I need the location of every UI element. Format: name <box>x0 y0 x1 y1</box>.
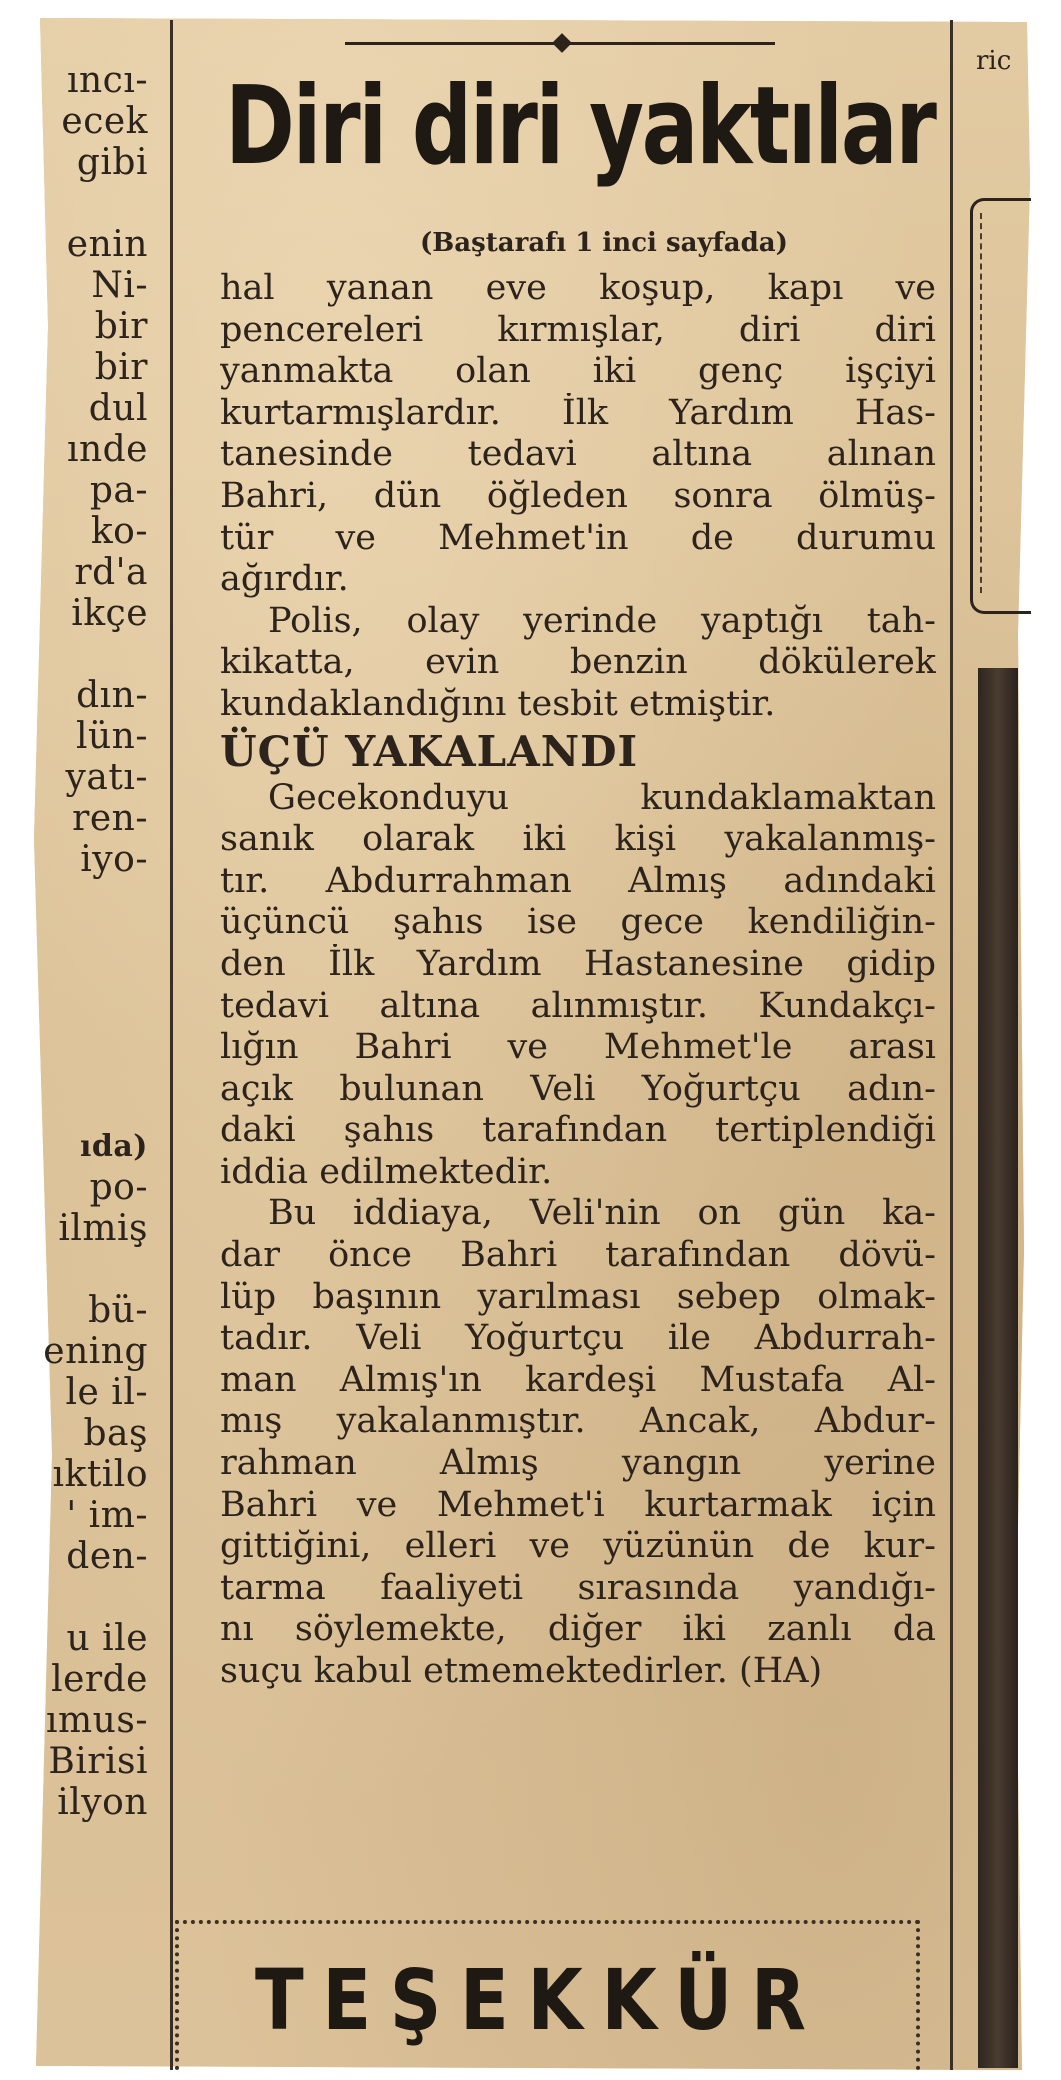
right-column-text: ric <box>976 46 1012 76</box>
left-column-line: bir <box>94 306 148 347</box>
right-column-black-bar <box>978 668 1018 2068</box>
article-line: tedavi altına alınmıştır. Kundakçı- <box>220 985 936 1026</box>
article-line: Gecekonduyu kundaklamaktan <box>268 777 936 818</box>
thanks-box-title: TEŞEKKÜR <box>255 1951 825 2049</box>
left-column-gap <box>30 1085 148 1126</box>
left-column-gap <box>30 634 148 675</box>
left-column-line: ıktilo <box>52 1454 148 1495</box>
left-column-gap <box>30 962 148 1003</box>
article-line: iddia edilmektedir. <box>220 1151 553 1192</box>
article-line: nı söylemekte, diğer iki zanlı da <box>220 1609 936 1650</box>
left-column-gap <box>30 1577 148 1618</box>
left-column-line: yatı- <box>65 757 148 798</box>
left-column-line: ren- <box>72 798 148 839</box>
left-column-line: ' im- <box>66 1495 148 1536</box>
article-line: üçüncü şahıs ise gece kendiliğin- <box>220 902 936 943</box>
left-column-line: ıncı- <box>66 60 148 101</box>
left-column-line: Birisi <box>48 1741 148 1782</box>
article-line: lüp başının yarılması sebep olmak- <box>220 1276 936 1317</box>
right-column-box-ornament <box>980 213 1030 593</box>
left-column-line: po- <box>89 1167 148 1208</box>
left-column-line: pa- <box>89 470 148 511</box>
left-column-rule <box>170 20 173 2070</box>
article-line: kundaklandığını tesbit etmiştir. <box>220 683 776 724</box>
article-line: Bahri, dün öğleden sonra ölmüş- <box>220 475 936 516</box>
left-column-gap <box>30 921 148 962</box>
right-column-fragments <box>960 18 1030 2070</box>
section-title: ÜÇÜ YAKALANDI <box>220 726 639 776</box>
article-line: rahman Almış yangın yerine <box>220 1443 936 1484</box>
left-column-gap <box>30 880 148 921</box>
left-column-line: Ni- <box>91 265 148 306</box>
left-column-line: ko- <box>90 511 148 552</box>
article-line: tarma faaliyeti sırasında yandığı- <box>220 1567 936 1608</box>
article-line: man Almış'ın kardeşi Mustafa Al- <box>220 1359 936 1400</box>
article-body <box>220 268 936 1693</box>
article-line: dar önce Bahri tarafından dövü- <box>220 1235 936 1276</box>
left-column-line: bü- <box>88 1290 148 1331</box>
article-line: mış yakalanmıştır. Ancak, Abdur- <box>220 1401 936 1442</box>
article-line: gittiğini, elleri ve yüzünün de kur- <box>220 1526 936 1567</box>
article-headline: Diri diri yaktılar <box>225 64 935 189</box>
article-line: lığın Bahri ve Mehmet'le arası <box>220 1027 936 1068</box>
left-column-line: baş <box>83 1413 148 1454</box>
left-column-line: u ile <box>66 1618 148 1659</box>
left-column-line: ıda) <box>79 1129 148 1164</box>
left-column-gap <box>30 183 148 224</box>
left-column-line: rd'a <box>74 552 148 593</box>
left-column-line: gibi <box>76 142 148 183</box>
right-column-rule <box>950 20 953 2070</box>
left-column-line: enin <box>66 224 148 265</box>
article-line: açık bulunan Veli Yoğurtçu adın- <box>220 1068 936 1109</box>
article-line: tır. Abdurrahman Almış adındaki <box>220 860 936 901</box>
left-column-line: ilmiş <box>58 1208 148 1249</box>
left-column-line: ilyon <box>57 1782 148 1823</box>
left-column-line: ımus- <box>46 1700 148 1741</box>
article-line: yanmakta olan iki genç işçiyi <box>220 351 936 392</box>
left-column-gap <box>30 1044 148 1085</box>
article-line: Polis, olay yerinde yaptığı tah- <box>268 600 936 641</box>
article-line: kurtarmışlardır. İlk Yardım Has- <box>220 392 936 433</box>
left-column-line: ening <box>43 1331 148 1372</box>
article-line: tanesinde tedavi altına alınan <box>220 434 936 475</box>
left-column-gap <box>30 1249 148 1290</box>
left-column-line: ınde <box>66 429 148 470</box>
left-column-line: lerde <box>51 1659 148 1700</box>
article-line: pencereleri kırmışlar, diri diri <box>220 309 936 350</box>
left-column-line: bir <box>94 347 148 388</box>
article-line: suçu kabul etmemektedirler. (HA) <box>220 1651 823 1691</box>
article-line: tadır. Veli Yoğurtçu ile Abdurrah- <box>220 1318 936 1359</box>
left-column-fragments <box>30 60 148 1823</box>
left-column-line: le il- <box>65 1372 148 1413</box>
article-line: daki şahıs tarafından tertiplendiği <box>220 1110 936 1151</box>
article-continuation-note: (Baştarafı 1 inci sayfada) <box>420 228 788 258</box>
left-column-line: dın- <box>76 675 148 716</box>
article-line: Bu iddiaya, Veli'nin on gün ka- <box>268 1193 936 1234</box>
left-column-gap <box>30 1003 148 1044</box>
article-line: tür ve Mehmet'in de durumu <box>220 517 936 558</box>
article-line: ağırdır. <box>220 559 349 600</box>
article-line: sanık olarak iki kişi yakalanmış- <box>220 819 936 860</box>
article-line: Bahri ve Mehmet'i kurtarmak için <box>220 1484 936 1525</box>
left-column-line: ikçe <box>71 593 148 634</box>
article-line: kikatta, evin benzin dökülerek <box>220 642 936 683</box>
left-column-line: ecek <box>61 101 148 142</box>
left-column-line: den- <box>66 1536 148 1577</box>
article-line: den İlk Yardım Hastanesine gidip <box>220 943 936 984</box>
left-column-line: dul <box>88 388 148 429</box>
left-column-line: lün- <box>75 716 148 757</box>
left-column-line: iyo- <box>80 839 148 880</box>
article-line: hal yanan eve koşup, kapı ve <box>220 268 936 308</box>
